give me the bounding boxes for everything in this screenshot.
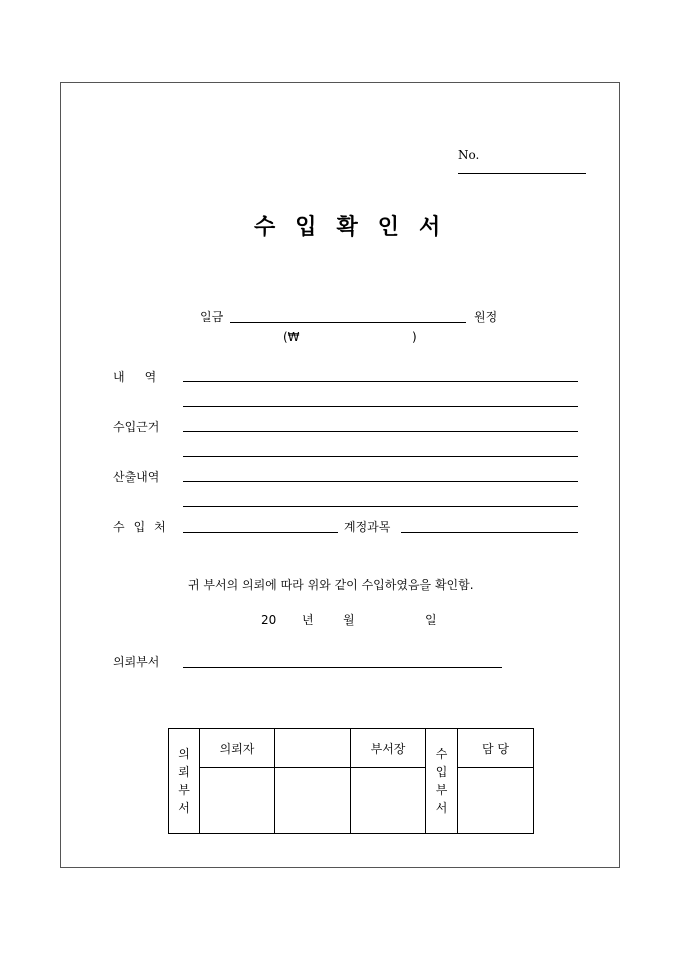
amount-suffix: 원정 [474,310,498,324]
right-group-char: 입 [435,765,448,779]
date-year-prefix: 20 [261,613,277,627]
source-label: 수입처 [113,520,175,534]
approval-table [168,728,534,834]
basis-line-2[interactable] [183,456,578,457]
income-dept-group [426,729,458,834]
blank-header [275,729,351,768]
basis-label: 수입근거 [113,420,160,434]
amount-prefix: 일금 [200,310,224,324]
confirmation-text: 귀 부서의 의뢰에 따라 위와 같이 수입하였음을 확인함. [188,578,474,592]
dept-head-header: 부서장 [351,729,426,768]
left-group-char: 서 [178,801,190,815]
details-label: 내역 [113,370,177,384]
calculation-line-2[interactable] [183,506,578,507]
in-charge-sign-cell[interactable] [458,768,534,834]
requesting-dept-group [169,729,200,834]
date-day: 일 [425,613,437,627]
in-charge-header: 담 당 [458,729,534,768]
right-group-char: 수 [435,747,448,761]
won-close: ) [412,330,417,344]
left-group-char: 의 [178,747,190,761]
left-group-char: 뢰 [178,765,190,779]
left-group-char: 부 [178,783,190,797]
dept-head-sign-cell[interactable] [351,768,426,834]
requesting-dept-label: 의뢰부서 [113,655,160,669]
document-number-line[interactable] [458,173,586,174]
basis-line-1[interactable] [183,431,578,432]
requesting-dept-field[interactable] [183,667,502,668]
calculation-line-1[interactable] [183,481,578,482]
calculation-label: 산출내역 [113,470,160,484]
document-number-label: No. [458,148,480,162]
blank-sign-cell[interactable] [275,768,351,834]
source-field[interactable] [183,532,338,533]
right-group-char: 부 [435,783,448,797]
details-line-1[interactable] [183,381,578,382]
document-title: 수입확인서 [254,214,461,240]
requester-sign-cell[interactable] [200,768,275,834]
date-month: 월 [343,613,355,627]
date-year: 년 [302,613,314,627]
account-field[interactable] [401,532,578,533]
account-label: 계정과목 [344,520,391,534]
details-line-2[interactable] [183,406,578,407]
right-group-char: 서 [435,801,448,815]
amount-field[interactable] [230,322,466,323]
won-open: (₩ [283,330,300,344]
requester-header: 의뢰자 [200,729,275,768]
